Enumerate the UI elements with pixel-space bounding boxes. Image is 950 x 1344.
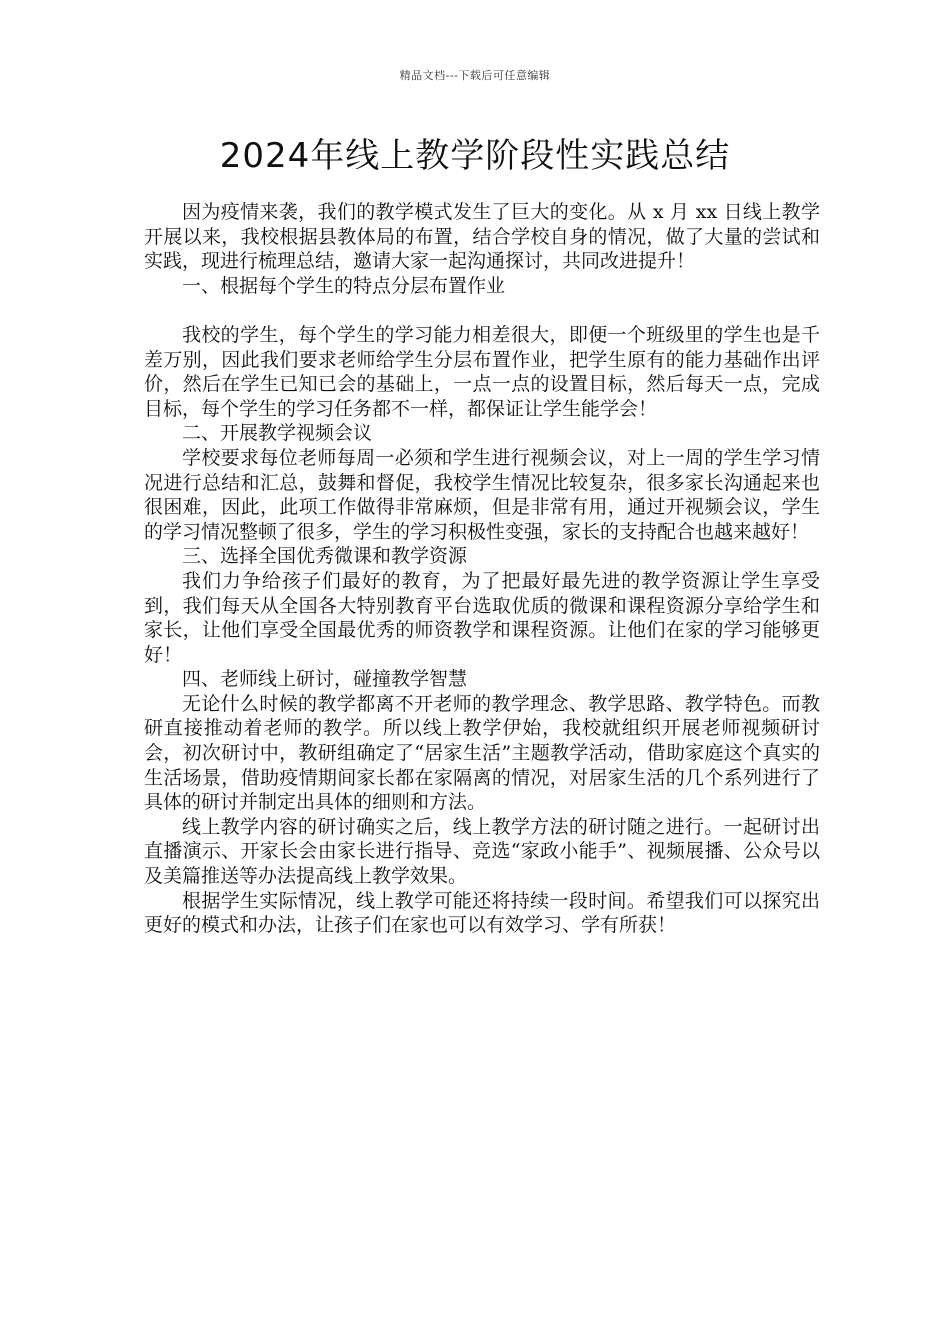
section-1-paragraph: 我校的学生，每个学生的学习能力相差很大，即便一个班级里的学生也是千差万别，因此我们要求老师给学生分层布置作业，把学生原有的能力基础作出评价，然后在学生已知已会的基础上，一点一点的设置目标，然后每天一点，完成目标，每个学生的学习任务都不一样，都保证让学生能学会！ xyxy=(144,323,820,420)
document-body xyxy=(144,200,820,938)
section-heading-3: 三、选择全国优秀微课和教学资源 xyxy=(182,545,468,568)
document-title: 2024年线上教学阶段性实践总结 xyxy=(219,136,731,176)
section-4-paragraph-1: 无论什么时候的教学都离不开老师的教学理念、教学思路、教学特色。而教研直接推动着老师的教学。所以线上教学伊始，我校就组织开展老师视频研讨会，初次研讨中，教研组确定了“居家生活”主题教学活动，借助家庭这个真实的生活场景，借助疫情期间家长都在家隔离的情况，对居家生活的几个系列进行了具体的研讨并制定出具体的细则和方法。 xyxy=(144,692,820,814)
intro-paragraph: 因为疫情来袭，我们的教学模式发生了巨大的变化。从 x 月 xx 日线上教学开展以来，我校根据县教体局的布置，结合学校自身的情况，做了大量的尝试和实践，现进行梳理总结，邀请大家一起沟通探讨，共同改进提升！ xyxy=(144,201,820,273)
section-heading-4: 四、老师线上研讨，碰撞教学智慧 xyxy=(182,668,468,691)
section-heading-2: 二、开展教学视频会议 xyxy=(182,422,373,445)
closing-paragraph: 根据学生实际情况，线上教学可能还将持续一段时间。希望我们可以探究出更好的模式和办法，让孩子们在家也可以有效学习、学有所获！ xyxy=(144,889,820,937)
section-3-paragraph: 我们力争给孩子们最好的教育，为了把最好最先进的教学资源让学生享受到，我们每天从全国各大特别教育平台选取优质的微课和课程资源分享给学生和家长，让他们享受全国最优秀的师资教学和课程资源。让他们在家的学习能够更好！ xyxy=(144,569,820,666)
section-2-paragraph: 学校要求每位老师每周一必须和学生进行视频会议，对上一周的学生学习情况进行总结和汇总，鼓舞和督促，我校学生情况比较复杂，很多家长沟通起来也很困难，因此，此项工作做得非常麻烦，但是非常有用，通过开视频会议，学生的学习情况整顿了很多，学生的学习积极性变强，家长的支持配合也越来越好！ xyxy=(144,446,820,543)
section-heading-1: 一、根据每个学生的特点分层布置作业 xyxy=(182,274,506,297)
header-note: 精品文档---下载后可任意编辑 xyxy=(399,69,551,82)
section-4-paragraph-2: 线上教学内容的研讨确实之后，线上教学方法的研讨随之进行。一起研讨出直播演示、开家长会由家长进行指导、竞选“家政小能手”、视频展播、公众号以及美篇推送等办法提高线上教学效果。 xyxy=(144,815,820,888)
